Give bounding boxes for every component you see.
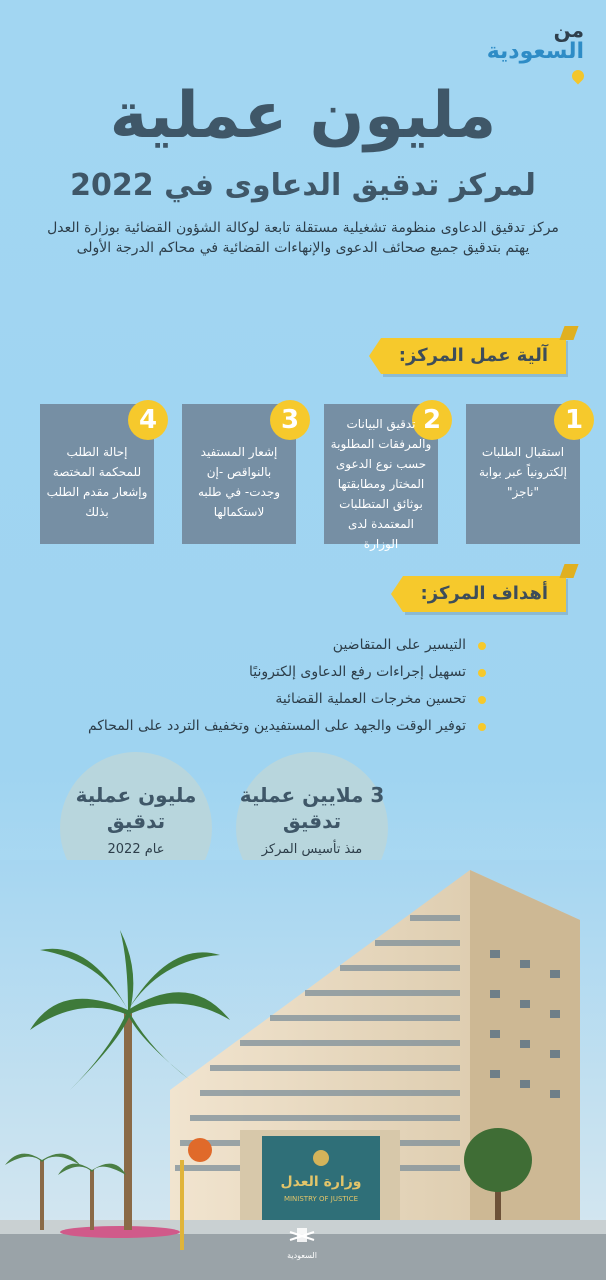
step-number-3: 3 [270,400,310,440]
footer-logo-text: السعودية [287,1251,317,1260]
step-text-2: تدقيق البيانات والمرفقات المطلوبة حسب نوع الدعوى المختار ومطابقتها بوثائق المتطلبات المعتمدة لدى الوزارة [330,417,432,551]
goals-heading: أهداف المركز: [420,583,548,604]
step-number-4: 4 [128,400,168,440]
goal-item: تسهيل إجراءات رفع الدعاوى إلكترونيًا [16,659,486,686]
mechanism-heading-ribbon [381,338,566,374]
goals-heading-ribbon [403,576,566,612]
stat-2022-caption: عام 2022 [107,842,165,857]
steps-row [26,404,584,551]
intro-line-1: مركز تدقيق الدعاوى منظومة تشغيلية مستقلة تابعة لوكالة الشؤون القضائية بوزارة العدل [47,220,559,236]
step-text-4: إحالة الطلب للمحكمة المختصة وإشعار مقدم الطلب بذلك [46,445,148,519]
goal-item: توفير الوقت والجهد على المستفيدين وتخفيف التردد على المحاكم [16,713,486,740]
step-card-2 [324,404,442,551]
building-sign-en: MINISTRY OF JUSTICE [283,1195,359,1203]
stat-total-value: 3 ملايين عملية تدقيق [239,783,385,833]
brand-logo [488,20,584,68]
step-number-1: 1 [554,400,594,440]
ministry-building-photo [0,860,606,1280]
stat-2022-value: مليون عملية تدقيق [75,783,197,833]
page-subtitle: لمركز تدقيق الدعاوى في 2022 [70,168,536,203]
stat-total-caption: منذ تأسيس المركز [261,842,363,857]
logo-line1: من [553,18,584,42]
step-card-1 [466,404,584,544]
step-text-3: إشعار المستفيد بالنواقص -إن وجدت- في طلبه لاستكمالها [197,445,281,519]
intro-text [40,218,566,258]
building-sign-ar: وزارة العدل [280,1174,362,1190]
step-card-4 [40,404,158,544]
step-card-3 [182,404,300,544]
step-number-2: 2 [412,400,452,440]
mechanism-heading: آلية عمل المركز: [398,345,548,366]
step-text-1: استقبال الطلبات إلكترونياً عبر بوابة "ناجز" [479,445,567,499]
logo-line2-text: السعودية [486,39,584,64]
page-title: مليون عملية [109,79,497,153]
goal-item: تحسين مخرجات العملية القضائية [16,686,486,713]
goals-list [16,632,486,740]
goal-item: التيسير على المتقاضين [16,632,486,659]
intro-line-2: يهتم بتدقيق جميع صحائف الدعوى والإنهاءات القضائية في محاكم الدرجة الأولى [76,240,530,256]
